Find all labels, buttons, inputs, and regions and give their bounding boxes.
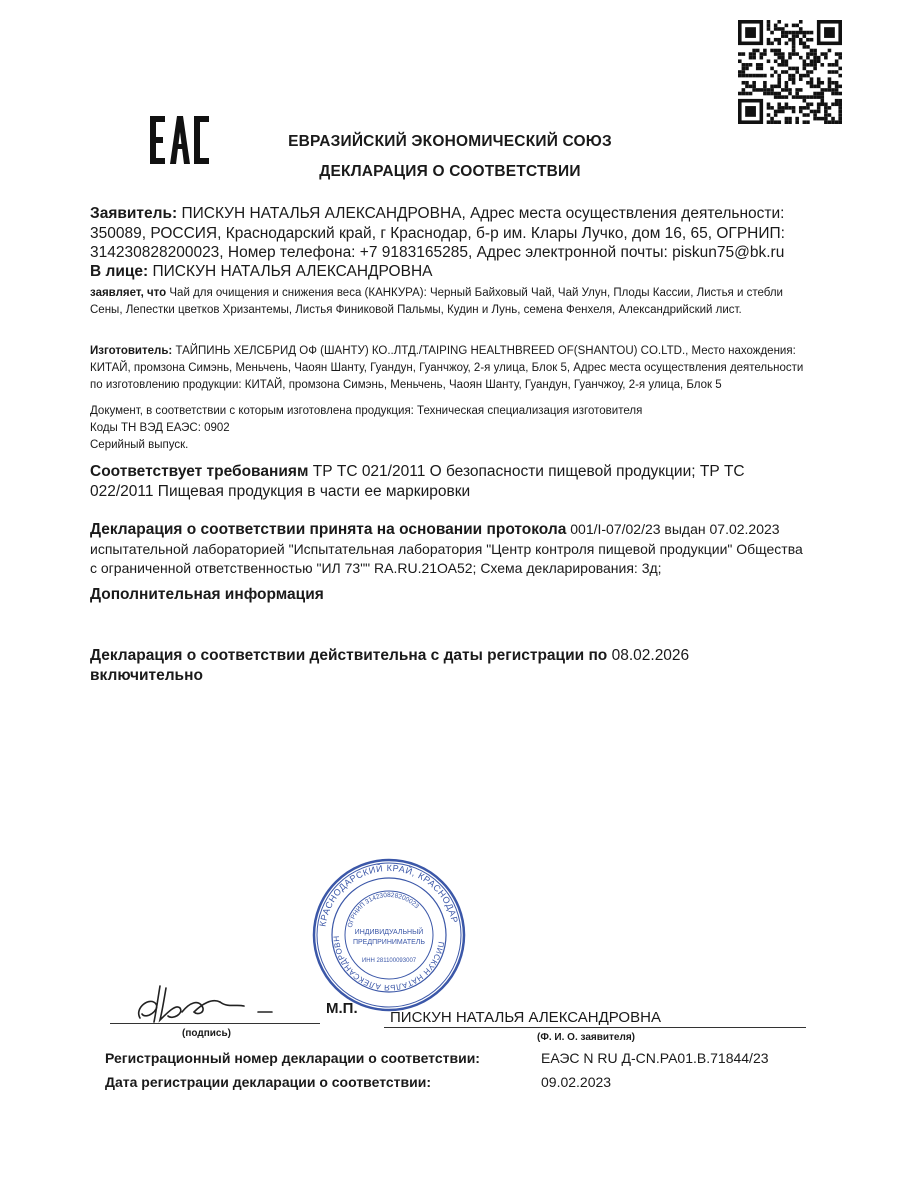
protocol-text: 001/I-07/02/23 выдан 07.02.2023 испытательной лабораторией "Испытательная лаборатория "Центр контроля пищевой продукции" Общества с ограниченной ответственностью "ИЛ 73"" RA.RU.21ОА52; Схема декларирования: 3д; <box>90 521 803 576</box>
registration-date-label: Дата регистрации декларации о соответствии: <box>105 1074 431 1090</box>
seal-ring-text: ПИСКУН НАТАЛЬЯ АЛЕКСАНДРОВН <box>331 935 446 993</box>
validity-date: 08.02.2026 <box>611 647 690 664</box>
seal-center-line-2: ПРЕДПРИНИМАТЕЛЬ <box>352 939 426 946</box>
registration-number-value: ЕАЭС N RU Д-CN.PA01.B.71844/23 <box>541 1050 769 1066</box>
manufacturer-document-line: Документ, в соответствии с которым изготовлена продукция: Техническая специализация изготовителя <box>90 405 643 417</box>
signature-line <box>110 1023 320 1024</box>
declares-label: заявляет, что <box>90 287 167 299</box>
union-title: ЕВРАЗИЙСКИЙ ЭКОНОМИЧЕСКИЙ СОЮЗ <box>288 133 612 150</box>
mp-label: М.П. <box>326 1000 358 1017</box>
seal-inn: ИНН 281100093007 <box>361 958 417 964</box>
manufacturer-label: Изготовитель: <box>90 345 173 357</box>
document-title: ДЕКЛАРАЦИЯ О СООТВЕТСТВИИ <box>319 163 581 180</box>
seal-outer-text: КРАСНОДАРСКИЙ КРАЙ, КРАСНОДАР <box>317 862 460 928</box>
company-seal <box>312 858 466 1012</box>
manufacturer-text: ТАЙПИНЬ ХЕЛСБРИД ОФ (ШАНТУ) КО..ЛТД./TAIPING HEALTHBREED OF(SHANTOU) CO.LTD., Место нахождения: КИТАЙ, промзона Симэнь, Меньчень, Чаоян Шанту, Гуандун, Гуанчжоу, 2-я улица, Блок 5, Адрес места осуществления деятельности по изготовлению продукции: КИТАЙ, промзона Симэнь, Меньчень, Чаоян Шанту, Гуандун, Гуанчжоу, 2-я улица, Блок 5 <box>90 345 804 391</box>
name-caption: (Ф. И. О. заявителя) <box>537 1032 636 1043</box>
qr-code-icon <box>738 20 842 124</box>
validity-section <box>90 646 805 685</box>
handwritten-signature <box>132 978 292 1028</box>
signer-name: ПИСКУН НАТАЛЬЯ АЛЕКСАНДРОВНА <box>390 1009 661 1026</box>
protocol-section <box>90 520 805 579</box>
additional-info-heading: Дополнительная информация <box>90 586 324 603</box>
registration-date-value: 09.02.2023 <box>541 1074 612 1090</box>
applicant-section <box>90 204 805 263</box>
registration-number-label: Регистрационный номер декларации о соответствии: <box>105 1050 480 1066</box>
person-label: В лице: <box>90 263 149 280</box>
person-text: ПИСКУН НАТАЛЬЯ АЛЕКСАНДРОВНА <box>152 263 433 280</box>
manufacturer-section <box>90 343 805 394</box>
declares-text: Чай для очищения и снижения веса (КАНКУРА): Черный Байховый Чай, Чай Улун, Плоды Кассии, Листья и стебли Сены, Лепестки цветков Хризантемы, Листья Финиковой Пальмы, Кудин и Лунь, семена Фенхеля, Александрийский лист. <box>90 287 783 316</box>
declares-section <box>90 285 805 319</box>
name-line <box>384 1027 806 1028</box>
validity-label: Декларация о соответствии действительна с даты регистрации по <box>90 647 608 664</box>
protocol-label: Декларация о соответствии принята на основании протокола <box>90 521 567 538</box>
svg-text:ОГРНИП 314230828200023 <box>347 892 421 928</box>
signature-caption: (подпись) <box>182 1028 231 1039</box>
requirements-text: ТР ТС 021/2011 О безопасности пищевой продукции; ТР ТС 022/2011 Пищевая продукция в части ее маркировки <box>90 463 745 500</box>
applicant-label: Заявитель: <box>90 205 178 222</box>
validity-suffix: включительно <box>90 666 203 684</box>
seal-center-line-1: ИНДИВИДУАЛЬНЫЙ <box>354 929 424 936</box>
codes-line: Коды ТН ВЭД ЕАЭС: 0902 <box>90 422 230 434</box>
serial-line: Серийный выпуск. <box>90 439 189 451</box>
requirements-section <box>90 462 805 501</box>
person-section <box>90 262 805 282</box>
applicant-text: ПИСКУН НАТАЛЬЯ АЛЕКСАНДРОВНА, Адрес места осуществления деятельности: 350089, РОССИЯ, Краснодарский край, г Краснодар, б-р им. Клары Лучко, дом 16, 65, ОГРНИП: 314230828200023, Номер телефона: +7 9183165285, Адрес электронной почты: piskun75@bk.ru <box>90 205 785 261</box>
requirements-label: Соответствует требованиям <box>90 463 309 480</box>
seal-ogrnip: ОГРНИП 314230828200023 <box>346 891 421 929</box>
